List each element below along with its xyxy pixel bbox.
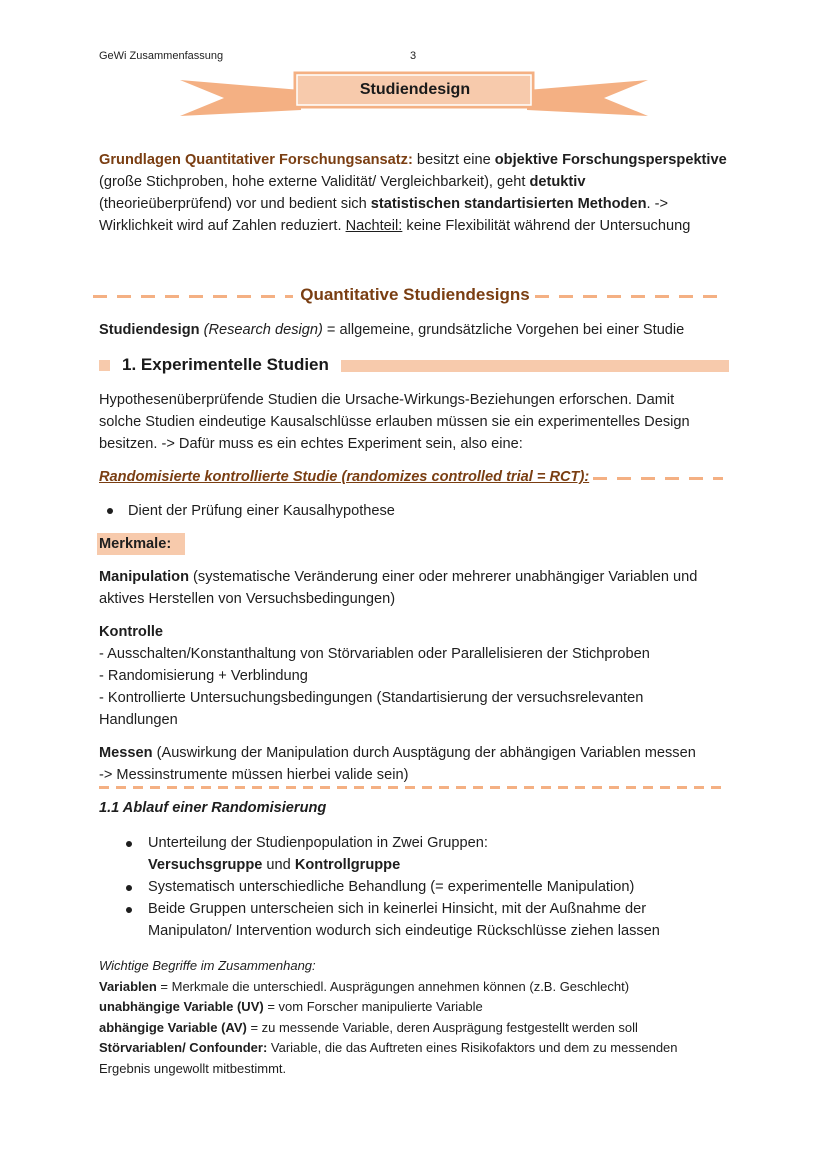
term-definition: = zu messende Variable, deren Ausprägung festgestellt werden soll (246, 1019, 638, 1035)
stoervariablen-term: Störvariablen/ Confounder: (99, 1040, 268, 1055)
paragraph-line: Unterteilung der Studienpopulation in Zwei Gruppen: (148, 835, 488, 851)
variablen-term: Variablen (99, 978, 157, 994)
intro-bold: objektive Forschungsperspektive (494, 152, 727, 168)
messen-block (99, 742, 739, 786)
versuchsgruppe-term: Versuchsgruppe (148, 857, 263, 873)
paragraph-line: - Randomisierung + Verblindung (99, 668, 308, 684)
bullet-dot (107, 508, 113, 514)
subheading-ablauf: 1.1 Ablauf einer Randomisierung (99, 800, 327, 816)
section-title: Quantitative Studiendesigns (300, 285, 530, 304)
intro-bold: statistischen standartisierten Methoden (370, 196, 647, 212)
paragraph-line: solche Studien eindeutige Kausalschlüsse erlauben müssen sie ein experimentelles Design (99, 414, 690, 430)
term-definition: Ergebnis ungewollt mitbestimmt. (99, 1060, 287, 1076)
begriffe-title: Wichtige Begriffe im Zusammenhang: (99, 958, 316, 973)
intro-text: Wirklichkeit wird auf Zahlen reduziert. (99, 218, 346, 234)
bullet-dot (126, 885, 132, 891)
kontrolle-term: Kontrolle (99, 624, 164, 640)
definition-text: = allgemeine, grundsätzliche Vorgehen bei einer Studie (322, 322, 685, 338)
paragraph-line: aktives Herstellen von Versuchsbedingungen) (99, 591, 396, 607)
messen-dashes (99, 786, 725, 789)
av-term: abhängige Variable (AV) (99, 1019, 247, 1035)
ablauf-bullet-1 (148, 832, 728, 876)
intro-paragraph (99, 149, 739, 237)
term-definition: = vom Forscher manipulierte Variable (263, 999, 483, 1014)
intro-text: keine Flexibilität während der Untersuchung (402, 218, 691, 234)
intro-text: besitzt eine (412, 152, 495, 168)
intro-label: Grundlagen Quantitativer Forschungsansatz: (99, 152, 413, 168)
paragraph-line: - Ausschalten/Konstanthaltung von Störvariablen oder Parallelisieren der Stichproben (99, 646, 650, 662)
uv-term: unabhängige Variable (UV) (99, 999, 264, 1014)
page-number: 3 (410, 50, 417, 62)
merkmale-label: Merkmale: (99, 536, 172, 552)
paragraph-line: -> Messinstrumente müssen hierbei valide sein) (99, 767, 409, 783)
intro-text: (große Stichproben, hohe externe Validität/ Vergleichbarkeit), geht (99, 174, 530, 190)
kontrollgruppe-term: Kontrollgruppe (294, 857, 401, 873)
messen-term: Messen (99, 745, 153, 761)
manipulation-block (99, 566, 739, 610)
definition-line (99, 319, 684, 341)
term-definition: Variable, die das Auftreten eines Risikofaktors und dem zu messenden (267, 1040, 678, 1055)
paragraph-line: - Kontrollierte Untersuchungsbedingungen (Standartisierung der versuchsrelevanten (99, 690, 644, 706)
paragraph-line: besitzen. -> Dafür muss es ein echtes Experiment sein, also eine: (99, 436, 523, 452)
paragraph-text: und (262, 857, 295, 873)
paragraph-line: Hypothesenüberprüfende Studien die Ursache-Wirkungs-Beziehungen erforschen. Damit (99, 392, 675, 408)
paragraph-line: Beide Gruppen unterscheien sich in keinerlei Hinsicht, mit der Außnahme der (148, 901, 647, 917)
running-header: GeWi Zusammenfassung (99, 50, 224, 62)
heading-experimentelle-studien: 1. Experimentelle Studien (122, 355, 329, 374)
experiment-paragraph (99, 389, 739, 455)
ablauf-bullet-2: Systematisch unterschiedliche Behandlung (= experimentelle Manipulation) (148, 879, 635, 895)
begriffe-block (99, 956, 739, 1079)
intro-text: . -> (646, 196, 669, 212)
paragraph-line: Handlungen (99, 712, 178, 728)
section-dashes-left (93, 295, 293, 298)
kontrolle-block (99, 621, 739, 731)
term-definition: = Merkmale die unterschiedl. Ausprägungen annehmen können (z.B. Geschlecht) (156, 978, 630, 994)
heading-marker (99, 360, 110, 371)
intro-underline: Nachteil: (345, 218, 403, 234)
section-dashes-right (535, 295, 725, 298)
heading-bar (341, 360, 729, 372)
intro-text: (theorieüberprüfend) vor und bedient sich (99, 196, 371, 212)
definition-italic: (Research design) (199, 322, 323, 338)
manipulation-term: Manipulation (99, 569, 189, 585)
rct-heading: Randomisierte kontrollierte Studie (randomizes controlled trial = RCT): (99, 469, 590, 485)
bullet-dot (126, 907, 132, 913)
paragraph-line: Manipulaton/ Intervention wodurch sich eindeutige Rückschlüsse ziehen lassen (148, 923, 660, 939)
intro-bold: detuktiv (529, 174, 586, 190)
definition-term: Studiendesign (99, 322, 200, 338)
rct-dashes (593, 477, 723, 480)
bullet-dot (126, 841, 132, 847)
ablauf-bullet-3 (148, 898, 728, 942)
paragraph-line: (Auswirkung der Manipulation durch Ausptägung der abhängigen Variablen messen (152, 745, 696, 761)
paragraph-line: (systematische Veränderung einer oder mehrerer unabhängiger Variablen und (189, 569, 698, 585)
page-title: Studiendesign (359, 81, 471, 98)
rct-bullet: Dient der Prüfung einer Kausalhypothese (128, 503, 395, 519)
